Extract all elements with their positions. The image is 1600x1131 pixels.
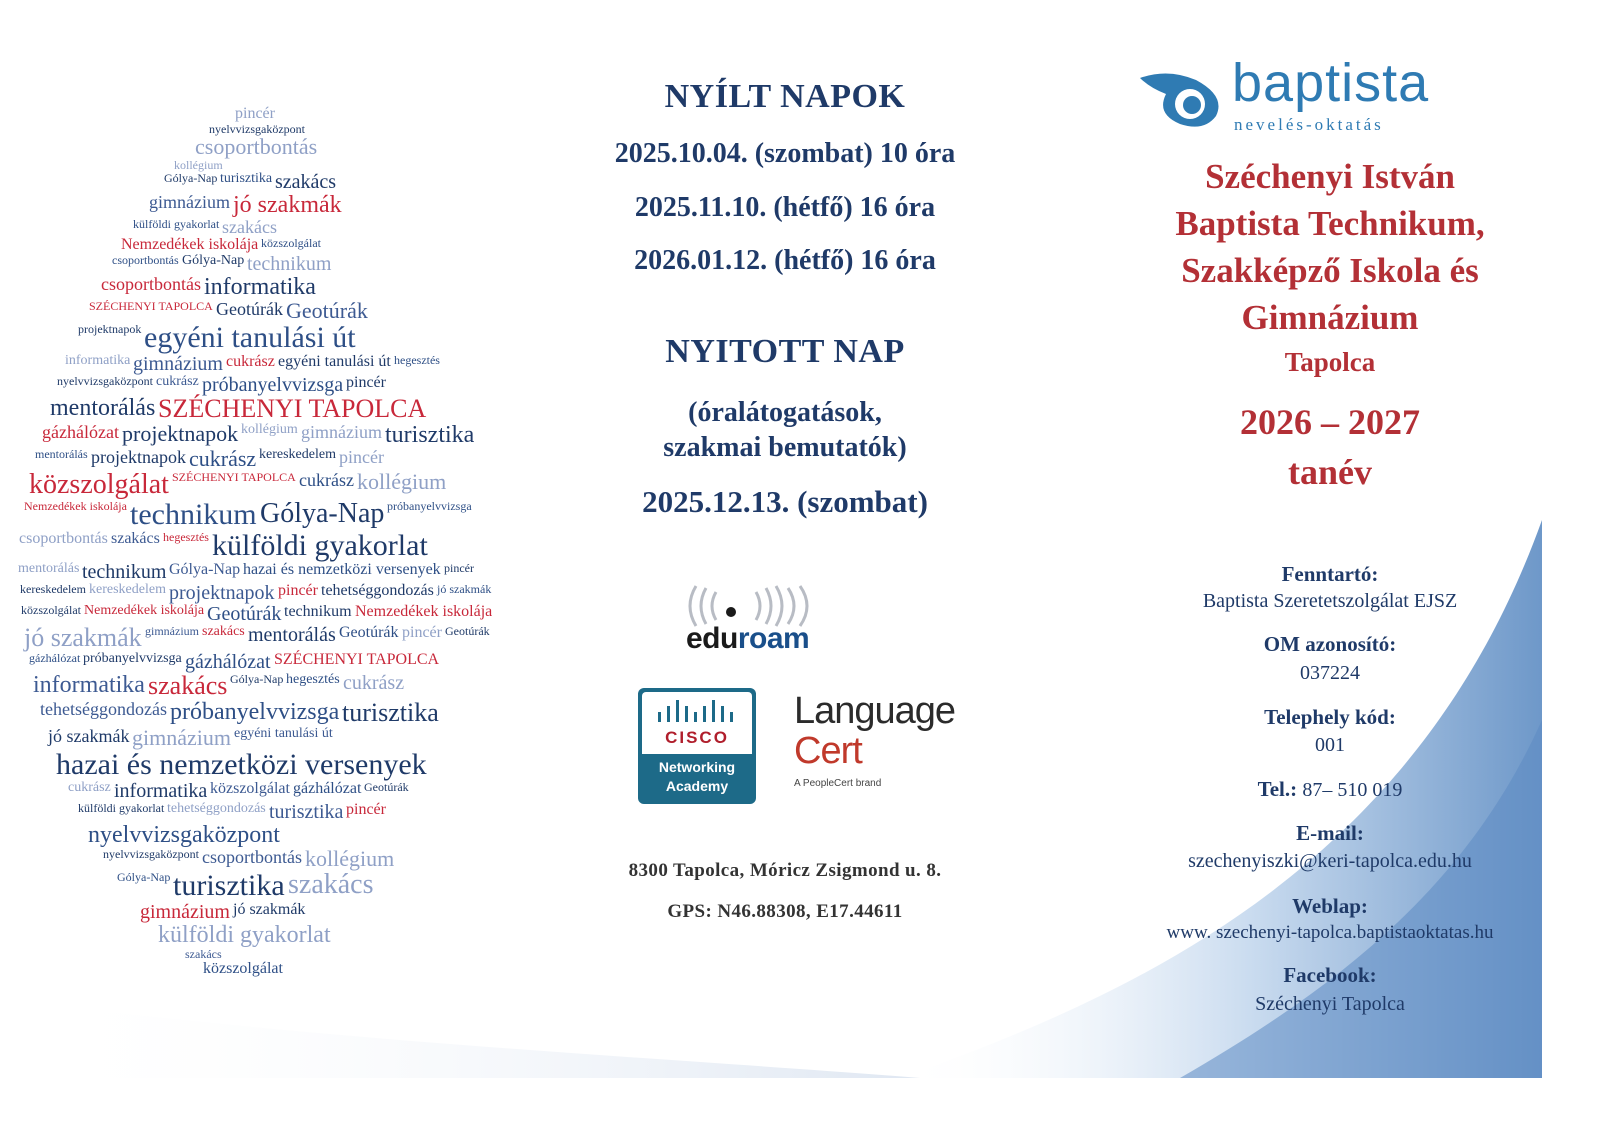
word-cloud-word: gázhálózat (29, 651, 81, 665)
word-cloud-word: projektnapok (122, 421, 239, 446)
word-cloud-word: Gólya-Nap (164, 171, 218, 185)
word-cloud-word: kereskedelem (20, 582, 86, 596)
cisco-bars-icon (656, 698, 738, 726)
word-cloud-word: közszolgálat (29, 469, 169, 500)
word-cloud-word: gázhálózat (293, 780, 362, 797)
maintainer-value: Baptista Szeretetszolgálat EJSZ (1202, 590, 1458, 612)
om-id-value: 037224 (1300, 662, 1360, 684)
word-cloud-word: Gólya-Nap (169, 561, 241, 578)
word-cloud-word: turisztika (220, 171, 273, 186)
word-cloud-word: Gólya-Nap (260, 498, 385, 529)
word-cloud-word: külföldi gyakorlat (78, 801, 165, 815)
site-code-label: Telephely kód: (1264, 705, 1396, 729)
word-cloud-word: csoportbontás (112, 253, 179, 267)
open-day-date: 2025.12.13. (szombat) (642, 484, 928, 519)
word-cloud-word: Nemzedékek iskolája (84, 603, 205, 618)
facebook-label: Facebook: (1283, 963, 1377, 987)
word-cloud-word: Geotúrák (445, 624, 490, 638)
word-cloud-word: SZÉCHENYI TAPOLCA (172, 470, 296, 484)
word-cloud-word: Geotúrák (216, 299, 283, 319)
word-cloud-word: Nemzedékek iskolája (355, 603, 493, 620)
word-cloud-word: kollégium (357, 469, 447, 494)
word-cloud-word: turisztika (173, 869, 285, 902)
school-city: Tapolca (1284, 347, 1376, 377)
word-cloud-word: turisztika (269, 801, 344, 823)
word-cloud-word: pincér (402, 624, 442, 641)
school-year: 2026 – 2027 (1240, 402, 1420, 442)
word-cloud-word: közszolgálat (21, 603, 81, 617)
word-cloud-word: gázhálózat (185, 651, 271, 673)
word-cloud-word: informatika (33, 672, 145, 698)
word-cloud-word: informatika (204, 274, 316, 300)
word-cloud-word: gázhálózat (42, 422, 119, 442)
word-cloud-word: Gólya-Nap (230, 672, 284, 686)
cisco-networking-text: Networking (658, 759, 736, 775)
word-cloud-word: szakács (111, 530, 160, 547)
school-name-line-2: Baptista Technikum, (1175, 204, 1485, 243)
word-cloud-word: hazai és nemzetközi versenyek (56, 748, 427, 781)
word-cloud-word: hazai és nemzetközi versenyek (243, 561, 441, 578)
word-cloud-word: szakács (185, 947, 222, 961)
word-cloud-word: kollégium (305, 846, 395, 871)
word-cloud-word: tehetséggondozás (321, 582, 434, 599)
word-cloud-word: külföldi gyakorlat (158, 922, 331, 948)
word-cloud-word: nyelvvizsgaközpont (103, 847, 199, 861)
word-cloud-word: Gólya-Nap (117, 870, 171, 884)
word-cloud-word: Geotúrák (286, 298, 368, 323)
word-cloud-word: hegesztés (163, 530, 209, 544)
word-cloud-word: Geotúrák (207, 603, 282, 625)
eduroam-logo: eduroam (686, 622, 810, 655)
word-cloud-word: tehetséggondozás (40, 699, 167, 719)
word-cloud-word: jó szakmák (437, 582, 492, 596)
word-cloud-word: egyéni tanulási út (144, 321, 356, 354)
word-cloud-word: gimnázium (301, 422, 382, 442)
languagecert-brand-text: A PeopleCert brand (794, 778, 882, 789)
baptista-logo-icon (1138, 66, 1228, 128)
word-cloud-word: projektnapok (78, 322, 142, 336)
word-cloud-word: egyéni tanulási út (278, 353, 391, 370)
word-cloud-word: gimnázium (140, 901, 230, 923)
word-cloud-word: szakács (148, 671, 228, 700)
word-cloud-word: nyelvvizsgaközpont (57, 374, 153, 388)
word-cloud-word: közszolgálat (210, 780, 290, 797)
word-cloud-word: Nemzedékek iskolája (24, 499, 127, 513)
word-cloud-word: jó szakmák (24, 623, 142, 652)
word-cloud-word: gimnázium (149, 192, 230, 212)
school-name-line-1: Széchenyi István (1205, 157, 1455, 196)
word-cloud-word: közszolgálat (203, 960, 283, 977)
word-cloud-word: technikum (284, 603, 352, 620)
open-day-subtitle-1: (óralátogatások, (688, 397, 882, 428)
word-cloud-word: szakács (288, 869, 374, 900)
open-day-title: NYITOTT NAP (665, 333, 905, 370)
word-cloud-word: próbanyelvvizsga (202, 374, 344, 396)
word-cloud-word: cukrász (156, 374, 199, 389)
word-cloud-word: SZÉCHENYI TAPOLCA (274, 651, 440, 668)
school-name-line-3: Szakképző Iskola és (1181, 251, 1479, 290)
word-cloud-word: informatika (65, 353, 131, 368)
word-cloud-word: külföldi gyakorlat (212, 529, 428, 562)
word-cloud-word: pincér (444, 561, 474, 575)
word-cloud-word: Geotúrák (339, 624, 399, 641)
website-label: Weblap: (1292, 894, 1368, 918)
word-cloud-word: csoportbontás (101, 274, 201, 294)
school-year-label: tanév (1288, 452, 1372, 492)
email-label: E-mail: (1296, 821, 1364, 845)
word-cloud-word: kereskedelem (89, 582, 166, 597)
word-cloud-word: pincér (339, 447, 384, 467)
baptista-logo-wordmark: baptista (1232, 53, 1430, 113)
word-cloud-word: cukrász (343, 672, 405, 694)
word-cloud-word: technikum (82, 561, 167, 583)
word-cloud-word: Nemzedékek iskolája (121, 236, 259, 253)
open-day-date-3: 2026.01.12. (hétfő) 16 óra (634, 245, 936, 276)
word-cloud-word: szakács (275, 171, 337, 193)
word-cloud-word: technikum (130, 498, 257, 531)
word-cloud-word: csoportbontás (195, 134, 318, 159)
email-value[interactable]: szechenyiszki@keri-tapolca.edu.hu (1188, 850, 1472, 872)
word-cloud-word: mentorálás (248, 624, 336, 646)
word-cloud-word: cukrász (189, 446, 257, 471)
baptista-logo-subtitle: nevelés-oktatás (1234, 115, 1384, 134)
languagecert-logo-language: Language (794, 690, 956, 732)
word-cloud-word: Geotúrák (364, 780, 409, 794)
languagecert-logo-cert: Cert (794, 730, 862, 772)
word-cloud-word: jó szakmák (233, 901, 306, 918)
word-cloud-word: közszolgálat (261, 236, 321, 250)
phone-row (1110, 777, 1550, 802)
word-cloud-word: SZÉCHENYI TAPOLCA (158, 394, 427, 423)
website-value[interactable]: www. szechenyi-tapolca.baptistaoktatas.hu (1166, 922, 1494, 943)
word-cloud-word: mentorálás (18, 561, 80, 576)
word-cloud-word: cukrász (68, 780, 111, 795)
facebook-value[interactable]: Széchenyi Tapolca (1255, 993, 1405, 1015)
word-cloud (18, 100, 498, 980)
address-street: 8300 Tapolca, Móricz Zsigmond u. 8. (628, 860, 942, 881)
word-cloud-word: turisztika (342, 698, 439, 727)
phone-label: Tel.: (1257, 777, 1298, 801)
site-code-value: 001 (1315, 734, 1345, 756)
school-name-line-4: Gimnázium (1241, 298, 1419, 337)
word-cloud-word: egyéni tanulási út (234, 726, 333, 741)
word-cloud-word: csoportbontás (19, 530, 108, 547)
word-cloud-word: csoportbontás (202, 847, 302, 867)
maintainer-label: Fenntartó: (1281, 562, 1379, 586)
word-cloud-word: próbanyelvvizsga (83, 651, 182, 666)
open-day-subtitle-2: szakmai bemutatók) (663, 432, 907, 463)
word-cloud-word: technikum (247, 253, 332, 275)
word-cloud-word: turisztika (385, 422, 475, 448)
word-cloud-word: külföldi gyakorlat (133, 217, 220, 231)
word-cloud-word: szakács (202, 624, 245, 639)
phone-value: 87– 510 019 (1302, 779, 1403, 801)
word-cloud-word: pincér (346, 374, 386, 391)
word-cloud-word: kollégium (174, 158, 223, 172)
address-gps: GPS: N46.88308, E17.44611 (667, 901, 903, 922)
word-cloud-word: pincér (278, 582, 318, 599)
word-cloud-word: jó szakmák (233, 192, 342, 218)
word-cloud-word: projektnapok (169, 582, 275, 604)
open-day-date-1: 2025.10.04. (szombat) 10 óra (614, 138, 956, 169)
open-day-date-2: 2025.11.10. (hétfő) 16 óra (634, 192, 936, 223)
word-cloud-word: hegesztés (286, 672, 340, 687)
cisco-networking-academy-logo (638, 688, 756, 804)
word-cloud-word: gimnázium (145, 624, 199, 638)
word-cloud-word: pincér (235, 105, 275, 122)
om-id-label: OM azonosító: (1263, 632, 1397, 656)
word-cloud-word: projektnapok (91, 447, 186, 467)
word-cloud-word: kereskedelem (259, 447, 336, 462)
word-cloud-word: kollégium (241, 422, 298, 437)
cisco-academy-text: Academy (665, 778, 729, 794)
word-cloud-word: gimnázium (133, 353, 223, 375)
cisco-wordmark: CISCO (665, 728, 729, 747)
word-cloud-word: SZÉCHENYI TAPOLCA (89, 299, 213, 313)
word-cloud-word: nyelvvizsgaközpont (209, 122, 305, 136)
word-cloud-word: gimnázium (132, 725, 231, 750)
word-cloud-word: informatika (114, 780, 208, 802)
word-cloud-word: mentorálás (35, 447, 88, 461)
word-cloud-word: pincér (346, 801, 386, 818)
word-cloud-word: jó szakmák (48, 726, 130, 746)
word-cloud-word: próbanyelvvizsga (170, 699, 340, 725)
word-cloud-word: nyelvvizsgaközpont (88, 822, 280, 848)
word-cloud-word: mentorálás (50, 395, 156, 421)
word-cloud-word: Gólya-Nap (182, 253, 245, 268)
word-cloud-word: próbanyelvvizsga (387, 499, 472, 513)
word-cloud-word: hegesztés (394, 353, 440, 367)
word-cloud-word: szakács (222, 217, 277, 237)
word-cloud-word: tehetséggondozás (167, 801, 266, 816)
open-days-title: NYÍLT NAPOK (664, 78, 906, 115)
word-cloud-word: cukrász (299, 470, 354, 490)
word-cloud-word: cukrász (226, 353, 275, 370)
